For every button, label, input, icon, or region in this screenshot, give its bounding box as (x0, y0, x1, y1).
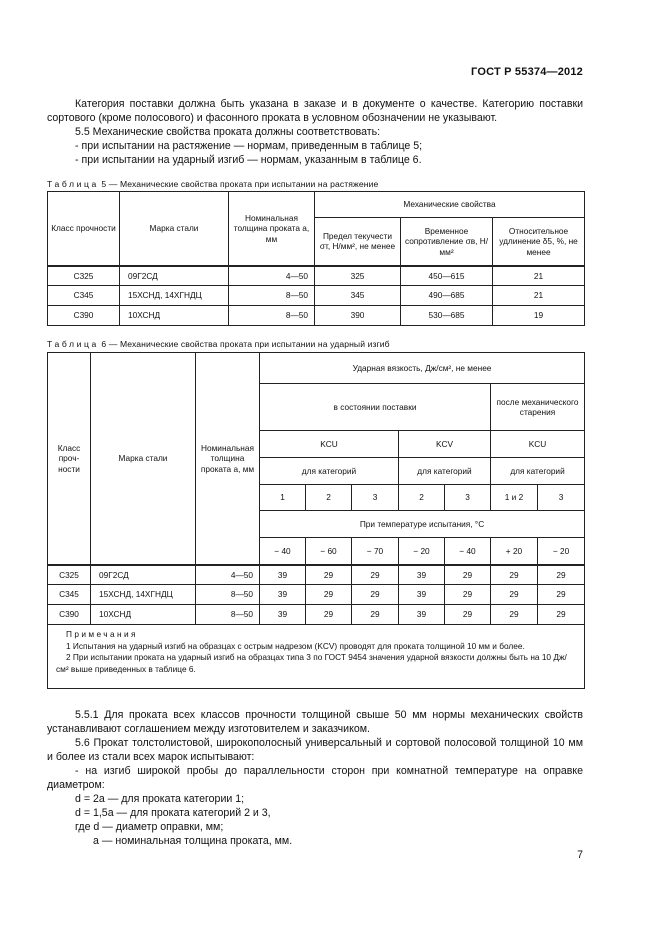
table-row: С390 10ХСНД 8—50 39 29 29 39 29 29 29 (48, 605, 585, 625)
t5-head-mech: Механические свойства (315, 192, 585, 218)
bend-test-item: - на изгиб широкой пробы до параллельности сторон при комнатной температуре на оправке диаметром: (47, 765, 583, 791)
t6-head-thickness: Номинальная толщина проката a, мм (196, 353, 260, 565)
t6-head-grade: Марка стали (91, 353, 196, 565)
t6-head-class: Класс проч-ности (48, 353, 91, 565)
t6-head-aged: после механического старения (491, 384, 585, 431)
t6-temp-row: − 40 − 60 − 70 − 20 − 40 + 20 − 20 (48, 538, 585, 565)
table6-caption-word: Таблица (47, 339, 99, 349)
section-5-5: 5.5 Механические свойства проката должны соответствовать: (75, 126, 381, 138)
table-row: С390 10ХСНД 8—50 390 530—685 19 (48, 306, 585, 326)
table-row: С325 09Г2СД 4—50 325 450—615 21 (48, 266, 585, 286)
t6-head-kcu: KCU (260, 431, 399, 458)
formula-cat1: d = 2a — для проката категории 1; (75, 793, 245, 805)
note-1: 1 Испытания на ударный изгиб на образцах с острым надрезом (KCV) проводят для проката толщиной 10 мм и более. (66, 640, 525, 651)
t6-head-cat: для категорий (260, 458, 399, 485)
t6-head-cat: для категорий (399, 458, 491, 485)
table-row: С345 15ХСНД, 14ХГНДЦ 8—50 39 29 29 39 29 29 29 (48, 585, 585, 605)
section-5-5-1: 5.5.1 Для проката всех классов прочности толщиной свыше 50 мм нормы механических свойств устанавливают соглашением между изготовителем и заказчиком. (47, 709, 583, 735)
t6-head-cat: для категорий (491, 458, 585, 485)
note-2: 2 При испытании проката на ударный изгиб на образцах типа 3 по ГОСТ 9454 значения ударной вязкости должны быть на 10 Дж/см² выше приведенных в таблице 6. (56, 652, 567, 674)
t5-head-tensile: Временное сопротивление σв, Н/мм² (401, 218, 493, 266)
table6-caption-text: 6 — Механические свойства проката при испытании на ударный изгиб (101, 339, 390, 349)
bullet-impact: - при испытании на ударный изгиб — нормам, указанным в таблице 6. (75, 154, 422, 166)
formula-cat23: d = 1,5a — для проката категорий 2 и 3, (75, 807, 271, 819)
t5-head-class: Класс прочности (48, 192, 120, 266)
t6-head-temp: При температуре испытания, °С (260, 511, 585, 538)
section-5-6: 5.6 Прокат толстолистовой, широкополосный универсальный и сортовой полосовой толщиной 10 мм и более из стали всех марок испытывают: (47, 737, 583, 763)
t6-cat-row: 1 2 3 2 3 1 и 2 3 (48, 485, 585, 511)
doc-code: ГОСТ Р 55374—2012 (471, 66, 583, 78)
table6-notes (48, 625, 585, 689)
t5-head-yield: Предел текучести σт, Н/мм², не менее (315, 218, 401, 266)
table5-caption-word: Таблица (47, 179, 99, 189)
table6-caption (47, 339, 390, 349)
table5-caption (47, 179, 378, 189)
t6-head-impact: Ударная вязкость, Дж/см², не менее (260, 353, 585, 384)
table5 (47, 191, 585, 326)
table-row: С345 15ХСНД, 14ХГНДЦ 8—50 345 490—685 21 (48, 286, 585, 306)
t6-head-kcv: KCV (399, 431, 491, 458)
where-a: a — номинальная толщина проката, мм. (93, 835, 293, 847)
where-d: где d — диаметр оправки, мм; (75, 821, 224, 833)
t6-head-kcu-aged: KCU (491, 431, 585, 458)
t6-head-delivered: в состоянии поставки (260, 384, 491, 431)
page-number: 7 (577, 849, 583, 861)
notes-title: Примечания (66, 629, 138, 639)
table5-caption-text: 5 — Механические свойства проката при испытании на растяжение (101, 179, 379, 189)
t5-head-elongation: Относительное удлинение δ5, %, не менее (493, 218, 585, 266)
table-row: С325 09Г2СД 4—50 39 29 29 39 29 29 29 (48, 565, 585, 585)
table6 (47, 352, 585, 689)
t5-head-grade: Марка стали (120, 192, 229, 266)
bullet-tensile: - при испытании на растяжение — нормам, приведенным в таблице 5; (75, 140, 423, 152)
t5-head-thickness: Номинальная толщина проката a, мм (229, 192, 315, 266)
intro-paragraph: Категория поставки должна быть указана в заказе и в документе о качестве. Категорию поставки сортового (кроме полосового) и фасонного проката в условном обозначении не указывают. (47, 98, 583, 124)
